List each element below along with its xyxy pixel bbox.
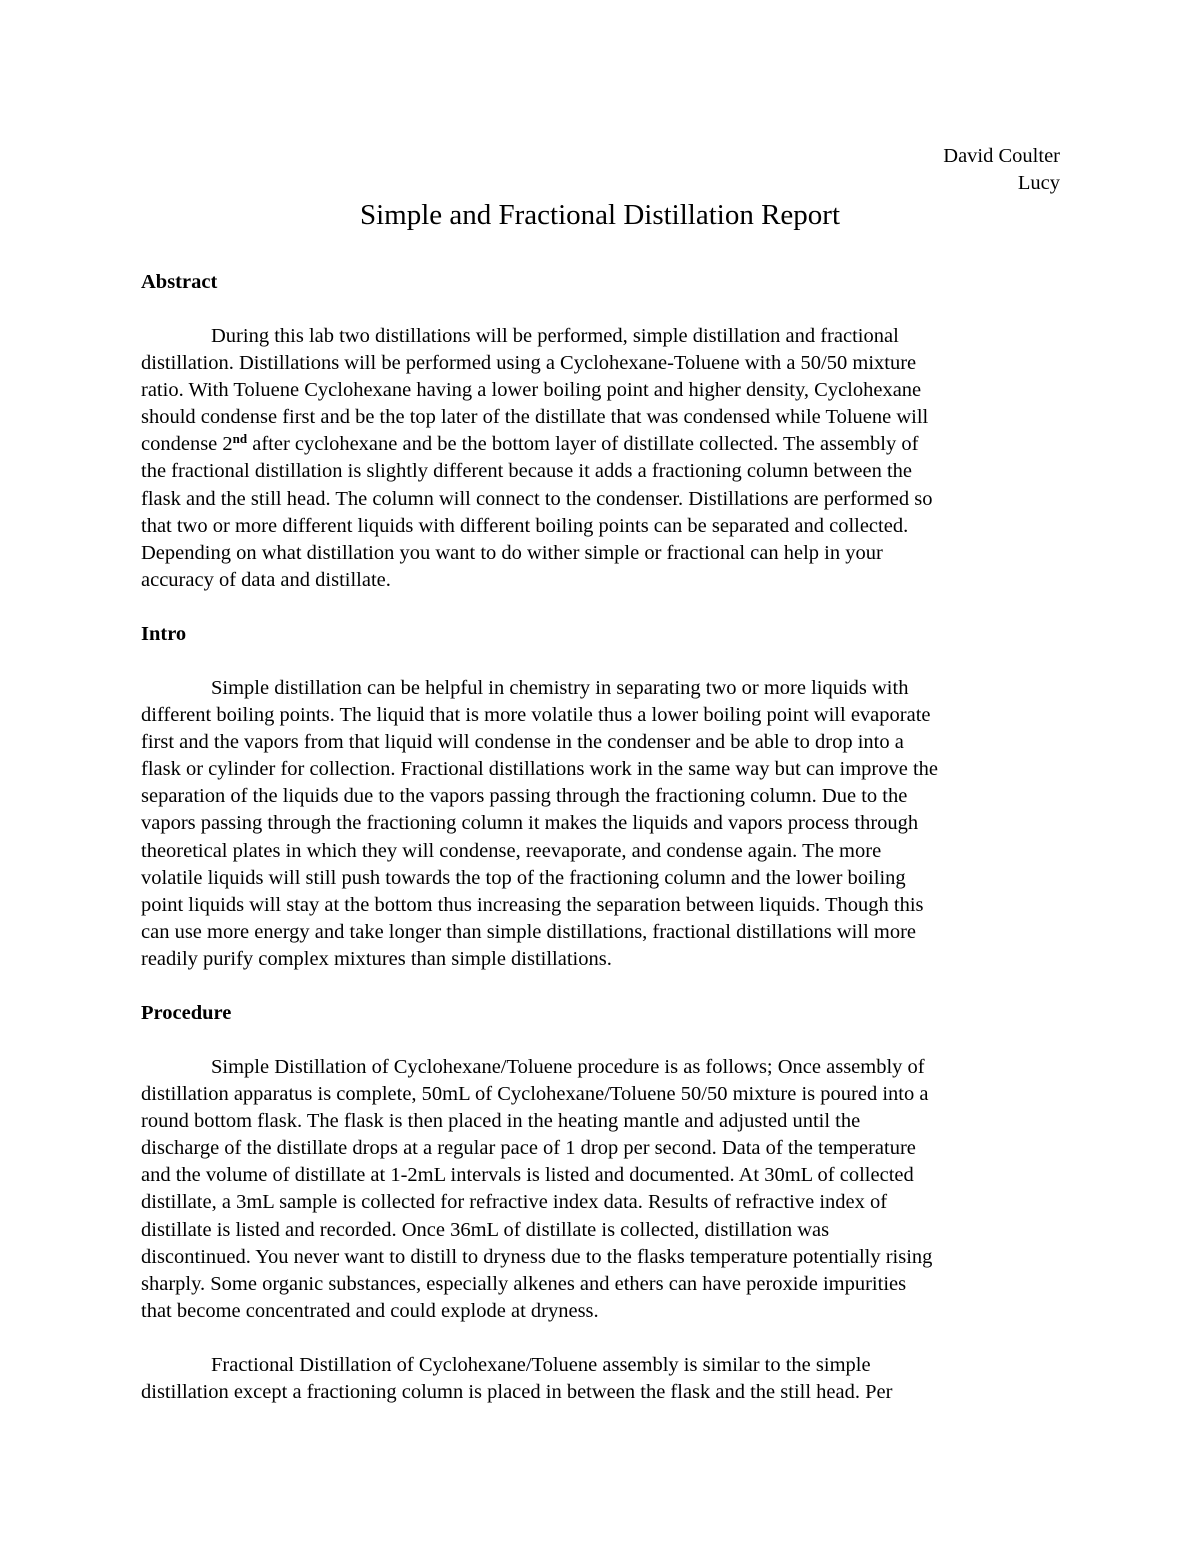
paragraph-line: round bottom flask. The flask is then placed in the heating mantle and adjusted until the bbox=[141, 1110, 861, 1133]
paragraph-line: distillate is listed and recorded. Once 36mL of distillate is collected, distillation was bbox=[141, 1218, 830, 1241]
paragraph-line: can use more energy and take longer than simple distillations, fractional distillations will more bbox=[141, 920, 917, 943]
paragraph-line: different boiling points. The liquid that is more volatile thus a lower boiling point will evaporate bbox=[141, 704, 931, 727]
intro-paragraph bbox=[141, 675, 1071, 973]
paragraph-line: vapors passing through the fractioning column it makes the liquids and vapors process through bbox=[141, 812, 919, 835]
paragraph-line: distillation apparatus is complete, 50mL of Cyclohexane/Toluene 50/50 mixture is poured into a bbox=[141, 1083, 929, 1106]
paragraph-line: ratio. With Toluene Cyclohexane having a lower boiling point and higher density, Cyclohexane bbox=[141, 379, 922, 402]
procedure-paragraph-fractional bbox=[141, 1352, 1071, 1406]
paragraph-line: distillation except a fractioning column is placed in between the flask and the still head. Per bbox=[141, 1381, 893, 1404]
paragraph-line: distillation. Distillations will be performed using a Cyclohexane-Toluene with a 50/50 mixture bbox=[141, 352, 917, 375]
paragraph-line: Simple distillation can be helpful in chemistry in separating two or more liquids with bbox=[211, 677, 909, 699]
section-heading-procedure: Procedure bbox=[141, 1002, 232, 1024]
procedure-paragraph-simple bbox=[141, 1054, 1071, 1325]
paragraph-line: point liquids will stay at the bottom thus increasing the separation between liquids. Though this bbox=[141, 893, 924, 916]
paragraph-line: separation of the liquids due to the vapors passing through the fractioning column. Due to the bbox=[141, 785, 908, 808]
paragraph-line: and the volume of distillate at 1-2mL intervals is listed and documented. At 30mL of collected bbox=[141, 1164, 914, 1187]
paragraph-line: should condense first and be the top later of the distillate that was condensed while Toluene will bbox=[141, 406, 929, 429]
paragraph-line: theoretical plates in which they will condense, reevaporate, and condense again. The more bbox=[141, 839, 882, 862]
paragraph-line: discharge of the distillate drops at a regular pace of 1 drop per second. Data of the temperature bbox=[141, 1137, 916, 1160]
paragraph-line: that become concentrated and could explode at dryness. bbox=[141, 1299, 599, 1322]
paragraph-line: During this lab two distillations will be performed, simple distillation and fractional bbox=[211, 325, 899, 347]
paragraph-line: discontinued. You never want to distill to dryness due to the flasks temperature potentially rising bbox=[141, 1245, 933, 1268]
paragraph-line: the fractional distillation is slightly different because it adds a fractioning column between the bbox=[141, 460, 912, 483]
partner-name: Lucy bbox=[1017, 172, 1060, 194]
paragraph-line: readily purify complex mixtures than simple distillations. bbox=[141, 947, 612, 970]
paragraph-line: distillate, a 3mL sample is collected for refractive index data. Results of refractive index of bbox=[141, 1191, 888, 1214]
paragraph-line: that two or more different liquids with different boiling points can be separated and collected. bbox=[141, 514, 909, 537]
paragraph-line: flask and the still head. The column will connect to the condenser. Distillations are performed so bbox=[141, 487, 933, 510]
paragraph-line: sharply. Some organic substances, especially alkenes and ethers can have peroxide impurities bbox=[141, 1272, 907, 1295]
section-heading-abstract: Abstract bbox=[141, 271, 218, 293]
paragraph-line: flask or cylinder for collection. Fractional distillations work in the same way but can improve the bbox=[141, 758, 939, 781]
paragraph-line bbox=[141, 431, 1071, 458]
line-text: condense 2 bbox=[141, 433, 233, 456]
paragraph-line: Depending on what distillation you want to do wither simple or fractional can help in your bbox=[141, 541, 883, 564]
page-title: Simple and Fractional Distillation Report bbox=[359, 199, 841, 231]
paragraph-line: accuracy of data and distillate. bbox=[141, 568, 391, 591]
paragraph-line: first and the vapors from that liquid will condense in the condenser and be able to drop into a bbox=[141, 731, 904, 754]
paragraph-line: volatile liquids will still push towards the top of the fractioning column and the lower boiling bbox=[141, 866, 906, 889]
paragraph-line: Simple Distillation of Cyclohexane/Toluene procedure is as follows; Once assembly of bbox=[211, 1056, 925, 1078]
abstract-paragraph bbox=[141, 323, 1071, 594]
section-heading-intro: Intro bbox=[141, 623, 187, 645]
paragraph-line: Fractional Distillation of Cyclohexane/Toluene assembly is similar to the simple bbox=[211, 1354, 871, 1376]
ordinal-superscript: nd bbox=[232, 431, 248, 447]
line-text: after cyclohexane and be the bottom layer of distillate collected. The assembly of bbox=[247, 433, 919, 456]
author-name: David Coulter bbox=[943, 145, 1060, 167]
